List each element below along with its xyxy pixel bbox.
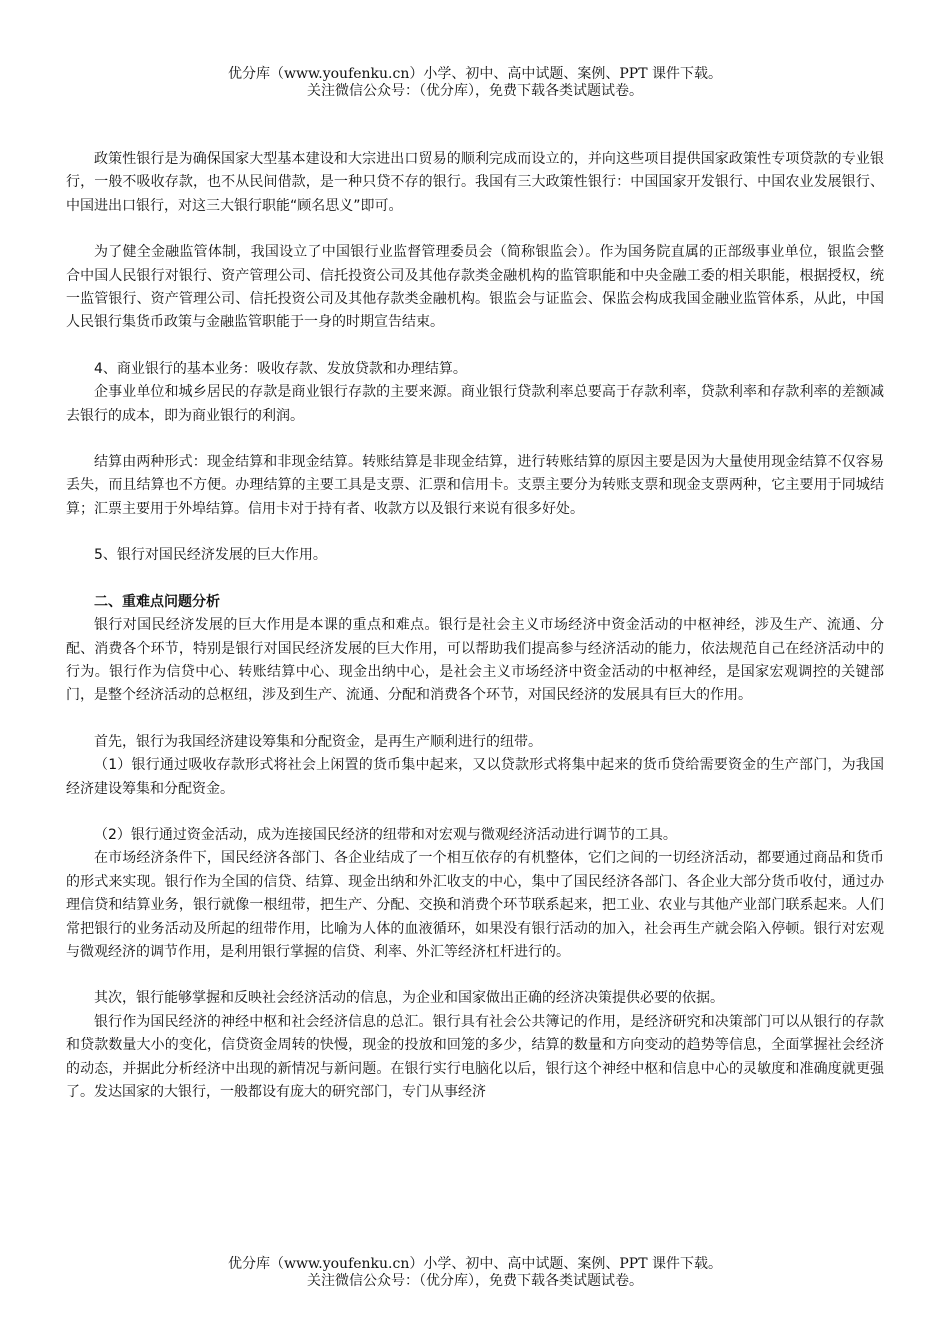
paragraph-first-point: 首先，银行为我国经济建设筹集和分配资金，是再生产顺利进行的纽带。 xyxy=(94,733,542,750)
header-line-2: 关注微信公众号：（优分库），免费下载各类试题试卷。 xyxy=(307,83,643,99)
paragraph-deposits-and-loans: 企事业单位和城乡居民的存款是商业银行存款的主要来源。商业银行贷款利率总要高于存款利率，贷款利率和存款利率的差额减去银行的成本，即为商业银行的利润。 xyxy=(66,384,884,424)
paragraph-point-2: （2）银行通过资金活动，成为连接国民经济的纽带和对宏观与微观经济活动进行调节的工具。 xyxy=(94,826,677,843)
paragraph-basic-business-heading: 4、商业银行的基本业务：吸收存款、发放贷款和办理结算。 xyxy=(94,360,467,377)
paragraph-point-1: （1）银行通过吸收存款形式将社会上闲置的货币集中起来，又以贷款形式将集中起来的货币贷给需要资金的生产部门，为我国经济建设筹集和分配资金。 xyxy=(66,757,884,797)
paragraph-settlement: 结算由两种形式：现金结算和非现金结算。转账结算是非现金结算，进行转账结算的原因主要是因为大量使用现金结算不仅容易丢失，而且结算也不方便。办理结算的主要工具是支票、汇票和信用卡。支票主要分为转账支票和现金支票两种，它主要用于同城结算；汇票主要用于外埠结算。信用卡对于持有者、收款方以及银行来说有很多好处。 xyxy=(66,454,884,517)
section-heading-key-points: 二、重难点问题分析 xyxy=(94,593,220,610)
page-header xyxy=(0,66,950,100)
paragraph-market-economy: 在市场经济条件下，国民经济各部门、各企业结成了一个相互依存的有机整体，它们之间的一切经济活动，都要通过商品和货币的形式来实现。银行作为全国的信贷、结算、现金出纳和外汇收支的中心，集中了国民经济各部门、各企业大部分货币收付，通过办理信贷和结算业务，银行就像一根纽带，把生产、分配、交换和消费个环节联系起来，把工业、农业与其他产业部门联系起来。人们常把银行的业务活动及所起的纽带作用，比喻为人体的血液循环，如果没有银行活动的加入，社会再生产就会陷入停顿。银行对宏观与微观经济的调节作用，是利用银行掌握的信贷、利率、外汇等经济杠杆进行的。 xyxy=(66,850,884,960)
paragraph-banking-regulator: 为了健全金融监管体制，我国设立了中国银行业监督管理委员会（简称银监会）。作为国务院直属的正部级事业单位，银监会整合中国人民银行对银行、资产管理公司、信托投资公司及其他存款类金融机构的监管职能和中央金融工委的相关职能，根据授权，统一监管银行、资产管理公司、信托投资公司及其他存款类金融机构。银监会与证监会、保监会构成我国金融业监管体系，从此，中国人民银行集货币政策与金融监管职能于一身的时期宣告结束。 xyxy=(66,244,884,331)
footer-line-1: 优分库（www.youfenku.cn）小学、初中、高中试题、案例、PPT 课件下载。 xyxy=(227,1256,722,1272)
footer-line-2: 关注微信公众号：（优分库），免费下载各类试题试卷。 xyxy=(307,1273,643,1289)
paragraph-key-points: 银行对国民经济发展的巨大作用是本课的重点和难点。银行是社会主义市场经济中资金活动的中枢神经，涉及生产、流通、分配、消费各个环节，特别是银行对国民经济发展的巨大作用，可以帮助我们提高参与经济活动的能力，依法规范自己在经济活动中的行为。银行作为信贷中心、转账结算中心、现金出纳中心，是社会主义市场经济中资金活动的中枢神经，是国家宏观调控的关键部门，是整个经济活动的总枢纽，涉及到生产、流通、分配和消费各个环节，对国民经济的发展具有巨大的作用。 xyxy=(66,617,884,704)
document-body xyxy=(66,148,884,1104)
paragraph-information-center: 银行作为国民经济的神经中枢和社会经济信息的总汇。银行具有社会公共簿记的作用，是经济研究和决策部门可以从银行的存款和贷款数量大小的变化，信贷资金周转的快慢，现金的投放和回笼的多少，结算的数量和方向变动的趋势等信息，全面掌握社会经济的动态，并据此分析经济中出现的新情况与新问题。在银行实行电脑化以后，银行这个神经中枢和信息中心的灵敏度和准确度就更强了。发达国家的大银行，一般都设有庞大的研究部门，专门从事经济 xyxy=(66,1013,884,1100)
paragraph-policy-banks: 政策性银行是为确保国家大型基本建设和大宗进出口贸易的顺利完成而设立的，并向这些项目提供国家政策性专项贷款的专业银行，一般不吸收存款，也不从民间借款，是一种只贷不存的银行。我国有三大政策性银行：中国国家开发银行、中国农业发展银行、中国进出口银行，对这三大银行职能“顾名思义”即可。 xyxy=(66,151,884,214)
header-line-1: 优分库（www.youfenku.cn）小学、初中、高中试题、案例、PPT 课件下载。 xyxy=(227,66,722,82)
page-footer xyxy=(0,1256,950,1290)
paragraph-bank-role-heading: 5、银行对国民经济发展的巨大作用。 xyxy=(94,547,327,564)
paragraph-second-point: 其次，银行能够掌握和反映社会经济活动的信息，为企业和国家做出正确的经济决策提供必要的依据。 xyxy=(94,990,724,1007)
